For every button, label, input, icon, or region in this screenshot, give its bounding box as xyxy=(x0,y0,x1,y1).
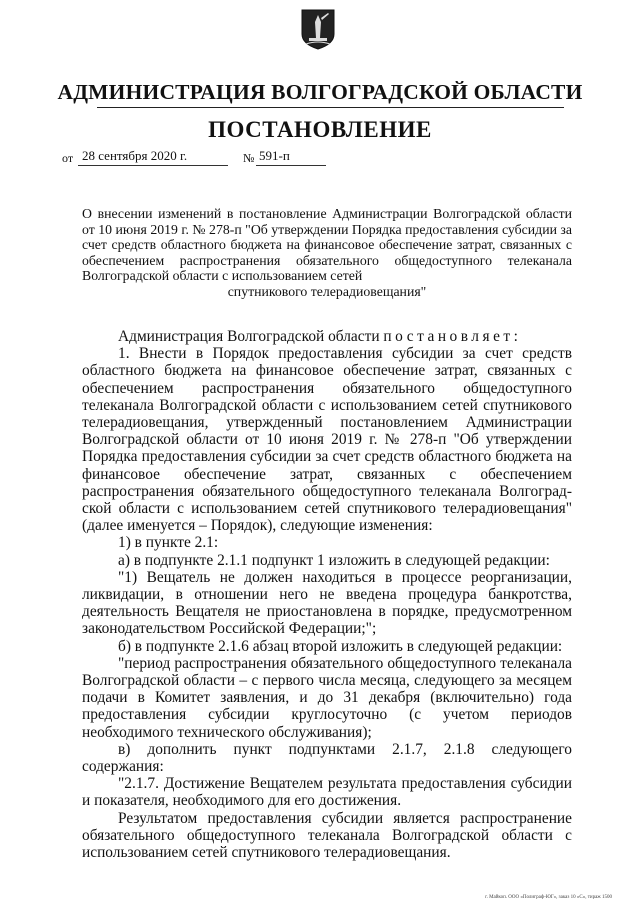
print-note: г. Майкоп. ООО «Полиграф-ЮГ», заказ 10 «С», тираж 1500 xyxy=(485,895,612,900)
document-date: 28 сентября 2020 г. xyxy=(82,148,188,163)
intro-paragraph xyxy=(82,328,572,345)
date-prefix: от xyxy=(62,151,74,165)
paragraph-2: 1) в пункте 2.1: xyxy=(118,534,219,552)
number-underline xyxy=(256,165,326,166)
intro-decree-word: постановляет: xyxy=(383,328,522,345)
subject-text-end: спутникового телерадиовещания" xyxy=(227,283,427,299)
document-number: 591-п xyxy=(259,148,290,163)
paragraph-6: "период распространения обязательного общедоступного телеканала Волгоградской области – с первого числа месяца, следующего за месяцем подачи в Комитет заявления, и до 31 декабря (включительно) года предоставления субсидии круглосуточно (с учетом периодов необходимого технического обслуживания); xyxy=(82,654,572,741)
number-prefix: № xyxy=(243,151,255,165)
paragraph-3: а) в подпункте 2.1.1 подпункт 1 изложить в следующей редакции: xyxy=(118,551,550,569)
organization-name: АДМИНИСТРАЦИЯ ВОЛГОГРАДСКОЙ ОБЛАСТИ xyxy=(57,80,583,104)
date-underline xyxy=(78,165,228,166)
volgograd-coat-of-arms-icon xyxy=(300,8,336,50)
paragraph-8: "2.1.7. Достижение Вещателем результата предоставления субсидии и показателя, необходимого для его достижения. xyxy=(82,775,572,810)
intro-subject: Администрация Волгоградской области xyxy=(118,328,380,345)
paragraph-7: в) дополнить пункт подпунктами 2.1.7, 2.1.8 следующего содержания: xyxy=(82,740,572,776)
paragraph-1: 1. Внести в Порядок предоставления субсидии за счет средств областного бюджета на финансовое обеспечение затрат, связанных с обеспечением распространения обязательного общедоступного телеканала Волгоградской области с использованием сетей спутникового телерадиовещания, утвержденный постановлением Администрации Волгоградской области от 10 июня 2019 г. № 278-п "Об утверждении Порядка предоставления субсидии за счет средств областного бюджета на финансовое обеспечение затрат, связанных с обеспечением распространения обязательного общедоступного телеканала Волгоград-ской области с использованием сетей спутникового телерадиовещания" (далее именуется – Порядок), следующие изменения: xyxy=(82,345,572,535)
header-rule xyxy=(97,107,564,108)
document-type-title: ПОСТАНОВЛЕНИЕ xyxy=(208,117,432,142)
document-subject xyxy=(82,206,572,299)
document-body xyxy=(82,328,572,861)
paragraph-9: Результатом предоставления субсидии является распространение обязательного общедоступного телеканала Волгоградской области с использованием сетей спутникового телерадиовещания. xyxy=(82,809,572,862)
paragraph-4: "1) Вещатель не должен находиться в процессе реорганизации, ликвидации, в отношении него не введена процедура банкротства, деятельность Вещателя не приостановлена в порядке, предусмотренном законодательством Российской Федерации;"; xyxy=(82,568,572,638)
subject-text: О внесении изменений в постановление Администрации Волгоградской области от 10 июня 2019 г. № 278-п "Об утверждении Порядка предоставления субсидии за счет средств областного бюджета на финансовое обеспечение затрат, связанных с обеспечением распространения обязательного общедоступного телеканала Волгоградской области с использованием сетей xyxy=(82,206,572,283)
paragraph-5: б) в подпункте 2.1.6 абзац второй изложить в следующей редакции: xyxy=(118,637,563,655)
